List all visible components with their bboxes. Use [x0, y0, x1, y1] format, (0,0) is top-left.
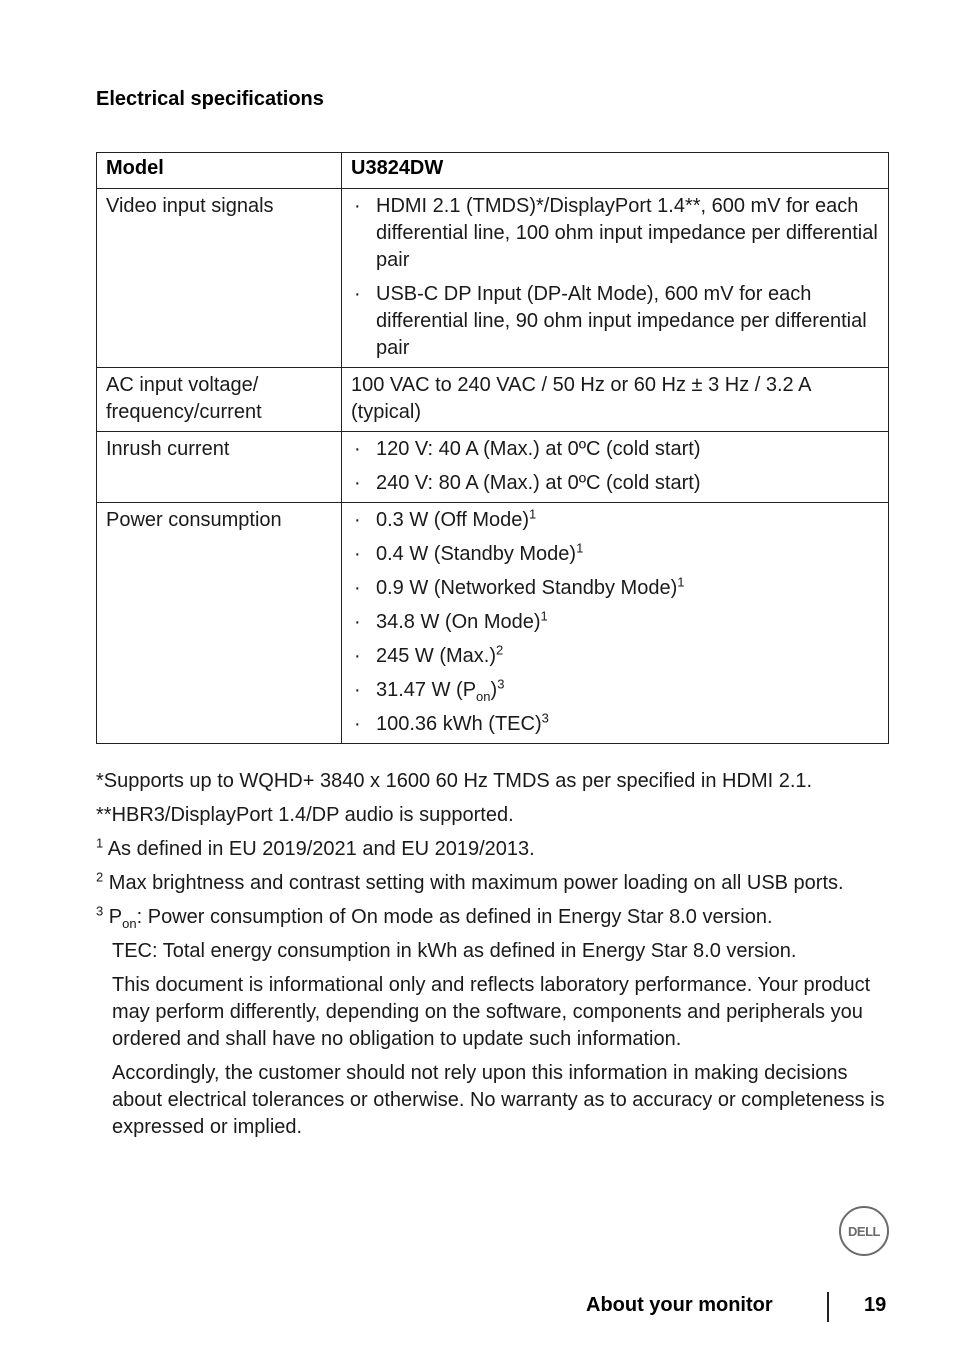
tec-note: TEC: Total energy consumption in kWh as defined in Energy Star 8.0 version. — [112, 940, 797, 962]
footnote-text: P — [103, 906, 123, 928]
list-item — [351, 541, 880, 568]
footnote-text: As defined in EU 2019/2021 and EU 2019/2013. — [103, 838, 535, 860]
page-number: 19 — [864, 1294, 887, 1316]
footnote-3 — [96, 904, 886, 931]
video-input-list — [351, 193, 880, 362]
footnote-text: Max brightness and contrast setting with maximum power loading on all USB ports. — [103, 872, 844, 894]
item-text: 245 W (Max.) — [376, 645, 497, 667]
item-text: 31.47 W (P — [376, 679, 477, 701]
electrical-spec-table — [96, 152, 889, 744]
footnote-hdmi: *Supports up to WQHD+ 3840 x 1600 60 Hz TMDS as per specified in HDMI 2.1. — [96, 770, 813, 792]
list-item — [351, 643, 880, 670]
disclaimer-1: This document is informational only and reflects laboratory performance. Your product may perform differently, depending on the software, components and peripherals you ordered and shall have no obligation to update such information. — [112, 974, 871, 1050]
list-item: · 120 V: 40 A (Max.) at 0ºC (cold start) — [351, 436, 880, 463]
footnote-mark: 1 — [96, 835, 104, 851]
footnotes — [96, 768, 886, 1148]
list-item: · HDMI 2.1 (TMDS)*/DisplayPort 1.4**, 600 mV for each differential line, 100 ohm input impedance per differential pair — [351, 193, 880, 274]
list-item — [351, 507, 880, 534]
footnote-mark: 2 — [96, 869, 104, 885]
item-text: 0.9 W (Networked Standby Mode) — [376, 577, 678, 599]
list-item — [351, 575, 880, 602]
ac-input-value: 100 VAC to 240 VAC / 50 Hz or 60 Hz ± 3 Hz / 3.2 A (typical) — [342, 368, 889, 432]
list-item — [351, 677, 880, 704]
inrush-list — [351, 436, 880, 497]
ac-input-label: AC input voltage/ frequency/current — [97, 368, 342, 432]
footnote-mark: 1 — [529, 506, 537, 522]
item-text: 100.36 kWh (TEC) — [376, 713, 542, 735]
power-value — [342, 503, 889, 744]
power-list — [351, 507, 880, 738]
item-text: 0.3 W (Off Mode) — [376, 509, 530, 531]
inrush-value — [342, 432, 889, 503]
footer-divider — [827, 1292, 829, 1322]
list-item: · USB-C DP Input (DP-Alt Mode), 600 mV for each differential line, 90 ohm input impedance per differential pair — [351, 281, 880, 362]
header-model-value: U3824DW — [342, 153, 889, 189]
list-item: · 240 V: 80 A (Max.) at 0ºC (cold start) — [351, 470, 880, 497]
subscript: on — [476, 689, 491, 704]
table-row — [97, 189, 889, 368]
footer-title: About your monitor — [586, 1294, 773, 1316]
footnote-mark: 1 — [540, 608, 548, 624]
table-row — [97, 432, 889, 503]
dell-logo: DELL — [839, 1206, 889, 1256]
item-text: 0.4 W (Standby Mode) — [376, 543, 577, 565]
table-header-row — [97, 153, 889, 189]
list-item — [351, 609, 880, 636]
footnote-mark: 2 — [496, 642, 504, 658]
disclaimer-2: Accordingly, the customer should not rely upon this information in making decisions about electrical tolerances or otherwise. No warranty as to accuracy or completeness is expressed or implied. — [112, 1062, 885, 1138]
footnote-text: : Power consumption of On mode as defined in Energy Star 8.0 version. — [136, 906, 773, 928]
subscript: on — [122, 916, 137, 931]
video-input-label: Video input signals — [97, 189, 342, 368]
list-item — [351, 711, 880, 738]
footnote-2 — [96, 870, 886, 897]
inrush-label: Inrush current — [97, 432, 342, 503]
footnote-mark: 3 — [541, 710, 549, 726]
table-row — [97, 368, 889, 432]
section-title: Electrical specifications — [96, 88, 324, 110]
video-input-value — [342, 189, 889, 368]
item-text: 34.8 W (On Mode) — [376, 611, 541, 633]
footnote-mark: 1 — [576, 540, 584, 556]
footnote-mark: 1 — [677, 574, 685, 590]
footnote-1 — [96, 836, 886, 863]
header-model: Model — [97, 153, 342, 189]
power-label: Power consumption — [97, 503, 342, 744]
table-row — [97, 503, 889, 744]
footnote-mark: 3 — [497, 676, 505, 692]
item-text: ) — [490, 679, 498, 701]
footnote-mark: 3 — [96, 903, 104, 919]
footnote-hbr3: **HBR3/DisplayPort 1.4/DP audio is supported. — [96, 804, 514, 826]
